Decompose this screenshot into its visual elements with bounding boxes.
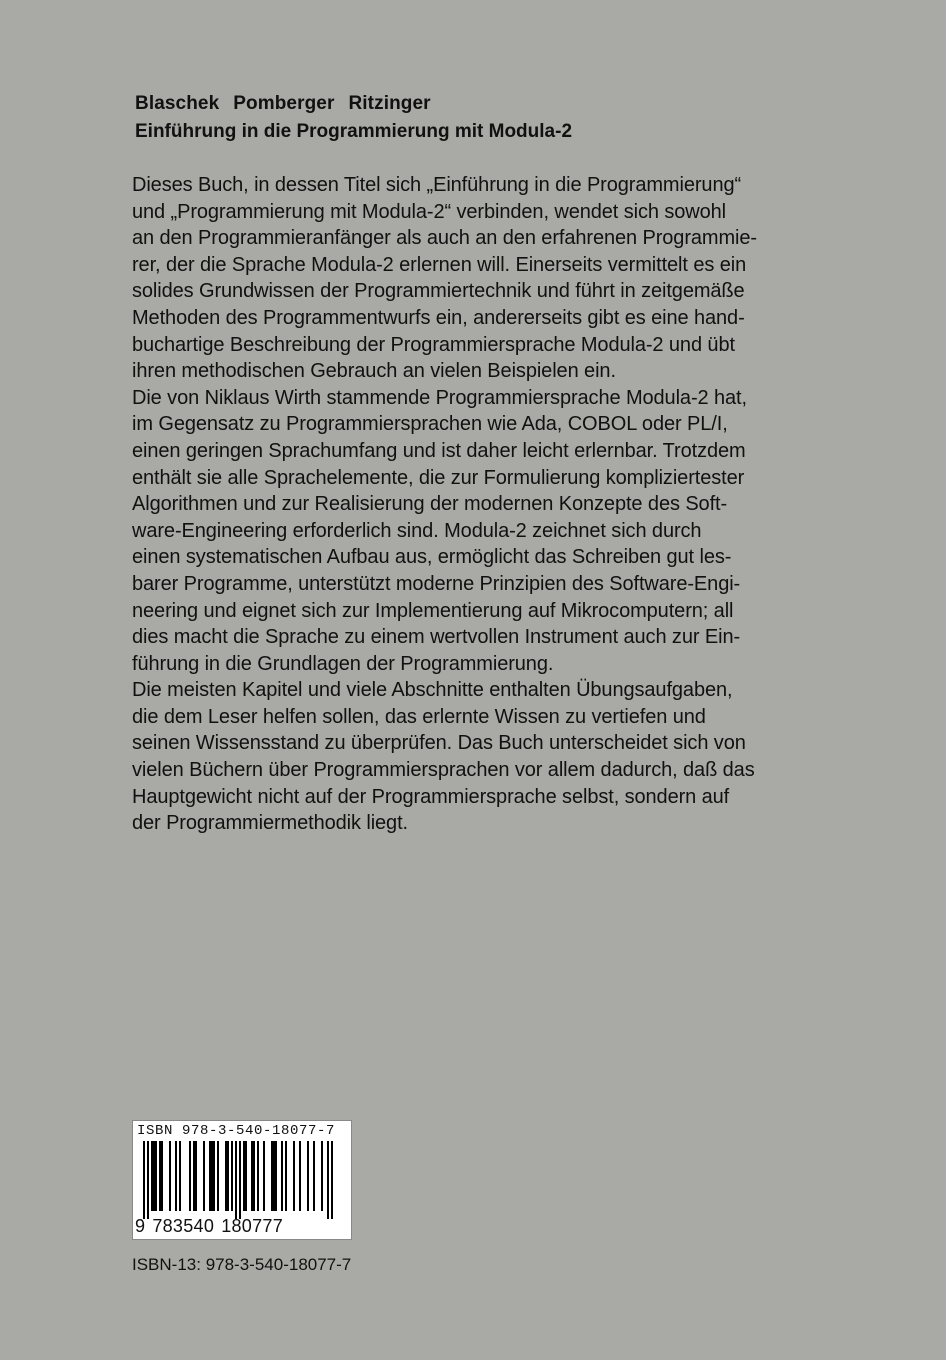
barcode-bar [327,1141,329,1219]
barcode-digits [135,1216,283,1236]
barcode-bar [153,1141,155,1211]
barcode-digits-right: 180777 [221,1216,284,1236]
barcode-bar [203,1141,205,1211]
description-line: einen geringen Sprachumfang und ist daher leicht erlernbar. Trotzdem [132,439,746,462]
barcode-bar [217,1141,219,1211]
barcode-bar [273,1141,275,1211]
barcode-bar [227,1141,229,1211]
barcode-bar [257,1141,259,1211]
description-line: seinen Wissensstand zu überprüfen. Das Buch unterscheidet sich von [132,732,746,755]
description-line: und „Programmierung mit Modula-2“ verbinden, wendet sich sowohl [132,200,726,223]
author-line [135,90,431,118]
description-text [132,172,852,837]
description-line: solides Grundwissen der Programmiertechnik und führt in zeitgemäße [132,280,745,303]
author-name: Blaschek [135,93,220,114]
barcode-bar [143,1141,145,1219]
description-line: im Gegensatz zu Programmiersprachen wie Ada, COBOL oder PL/I, [132,413,728,436]
barcode-bar [307,1141,309,1211]
description-line: ihren methodischen Gebrauch an vielen Beispielen ein. [132,360,616,383]
barcode-bar [193,1141,195,1211]
description-line: die dem Leser helfen sollen, das erlernte Wissen zu vertiefen und [132,705,706,728]
barcode-digit-lead: 9 [135,1216,146,1236]
barcode-bar [275,1141,277,1211]
barcode-bar [281,1141,283,1211]
barcode-bar [231,1141,233,1211]
description-line: neering und eignet sich zur Implementierung auf Mikrocomputern; all [132,599,734,622]
barcode-digits-left: 783540 [152,1216,215,1236]
barcode-bar [239,1141,241,1219]
barcode-bar [169,1141,171,1211]
description-line: Hauptgewicht nicht auf der Programmiersprache selbst, sondern auf [132,785,730,808]
barcode-bar [179,1141,181,1211]
barcode-bar [189,1141,191,1211]
barcode-bar [225,1141,227,1211]
barcode-bar [243,1141,245,1211]
barcode-bar [155,1141,157,1211]
description-line: der Programmiermethodik liegt. [132,812,408,835]
description-line: an den Programmieranfänger als auch an den erfahrenen Programmie- [132,227,757,250]
barcode-bar [161,1141,163,1211]
description-line: dies macht die Sprache zu einem wertvollen Instrument auch zur Ein- [132,626,741,649]
barcode-bar [331,1141,333,1219]
barcode-bar [251,1141,253,1211]
barcode-bar [245,1141,247,1211]
description-line: buchartige Beschreibung der Programmiersprache Modula-2 und übt [132,333,735,356]
barcode-bars [143,1141,343,1221]
author-name: Ritzinger [348,93,431,114]
barcode-bar [209,1141,211,1211]
barcode-bar [195,1141,197,1211]
author-name: Pomberger [233,93,335,114]
barcode-bar [285,1141,287,1211]
description-line: barer Programme, unterstützt moderne Prinzipien des Software-Engi- [132,572,741,595]
barcode-bar [293,1141,295,1211]
barcode-bar [313,1141,315,1211]
description-line: führung in die Grundlagen der Programmierung. [132,652,554,675]
barcode-bar [147,1141,149,1219]
barcode-bar [151,1141,153,1211]
barcode-bar [321,1141,323,1211]
barcode-bar [299,1141,301,1211]
book-title: Einführung in die Programmierung mit Modula-2 [135,121,573,142]
description-line: rer, der die Sprache Modula-2 erlernen will. Einerseits vermittelt es ein [132,253,747,276]
barcode-bar [263,1141,265,1211]
barcode-bar [175,1141,177,1211]
barcode-bar [271,1141,273,1211]
description-line: Methoden des Programmentwurfs ein, andererseits gibt es eine hand- [132,306,745,329]
description-line: einen systematischen Aufbau aus, ermöglicht das Schreiben gut les- [132,546,732,569]
description-line: vielen Büchern über Programmiersprachen vor allem dadurch, daß das [132,759,755,782]
description-line: enthält sie alle Sprachelemente, die zur Formulierung kompliziertester [132,466,745,489]
isbn13-label: ISBN-13: 978-3-540-18077-7 [132,1255,352,1274]
barcode-bar [235,1141,237,1219]
description-line: Dieses Buch, in dessen Titel sich „Einführung in die Programmierung“ [132,174,742,196]
description-line: ware-Engineering erforderlich sind. Modula-2 zeichnet sich durch [132,519,702,542]
barcode-bar [253,1141,255,1211]
barcode-bar [159,1141,161,1211]
barcode-bar [211,1141,213,1211]
description-line: Die meisten Kapitel und viele Abschnitte enthalten Übungsaufgaben, [132,679,733,702]
barcode-bar [213,1141,215,1211]
description-line: Die von Niklaus Wirth stammende Programmiersprache Modula-2 hat, [132,386,747,409]
barcode-isbn-text: ISBN 978-3-540-18077-7 [137,1123,336,1139]
description-line: Algorithmen und zur Realisierung der modernen Konzepte des Soft- [132,493,728,516]
isbn-barcode [132,1120,352,1240]
